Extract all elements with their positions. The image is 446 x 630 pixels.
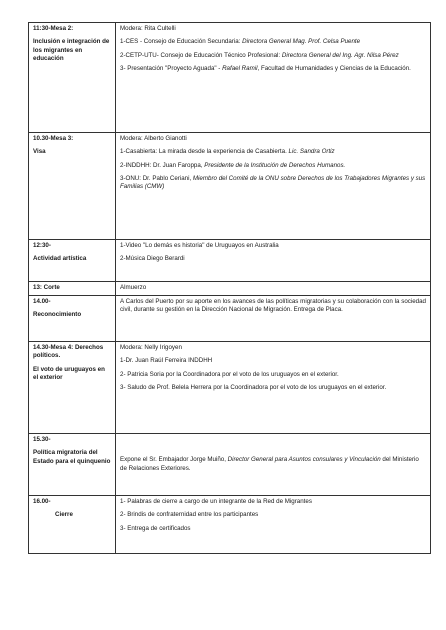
speaker-line bbox=[120, 175, 426, 192]
session-cell bbox=[29, 342, 116, 434]
line-emphasis: Rafael Ramil bbox=[222, 65, 258, 73]
session-details bbox=[116, 240, 431, 282]
schedule-row bbox=[29, 342, 431, 434]
line-text: 3- Presentación "Proyecto Aguada" - bbox=[120, 65, 223, 73]
line-emphasis: Directora General del Ing. Agr. Nilsa Pérez bbox=[281, 51, 399, 59]
moderator-line bbox=[120, 25, 426, 33]
schedule-row bbox=[29, 23, 431, 133]
schedule-row bbox=[29, 282, 431, 296]
session-details bbox=[116, 296, 431, 342]
schedule-row bbox=[29, 133, 431, 240]
session-time: 13: Corte bbox=[33, 284, 60, 291]
session-details bbox=[116, 282, 431, 296]
session-title: Actividad artística bbox=[33, 255, 87, 263]
program-line bbox=[120, 511, 426, 519]
schedule-row bbox=[29, 240, 431, 282]
speaker-line bbox=[120, 148, 426, 156]
speaker-line bbox=[120, 38, 426, 46]
line-text: 2-INDDHH: Dr. Juan Faroppa, bbox=[120, 161, 205, 169]
session-details bbox=[116, 496, 431, 554]
moderator-line bbox=[120, 135, 426, 143]
schedule-row bbox=[29, 296, 431, 342]
session-cell bbox=[29, 240, 116, 282]
line-emphasis: Miembro del Comité de la ONU sobre Derechos de los Trabajadores Migrantes y sus Familias (CMW) bbox=[120, 175, 426, 191]
line-text: Modera: Rita Cultelli bbox=[120, 25, 176, 32]
schedule-table bbox=[28, 22, 431, 554]
session-time: 10.30-Mesa 3: bbox=[33, 135, 74, 142]
line-text: 2-CETP-UTU- Consejo de Educación Técnico Profesional: bbox=[120, 51, 282, 59]
line-tail: , Facultad de Humanidades y Ciencias de la Educación. bbox=[257, 65, 411, 73]
schedule-row bbox=[29, 496, 431, 554]
line-text: 3-ONU: Dr. Pablo Ceriani, bbox=[120, 175, 193, 183]
program-line bbox=[120, 242, 426, 250]
session-time: 16.00- bbox=[33, 498, 51, 505]
line-text: Almuerzo bbox=[120, 284, 147, 291]
speaker-line bbox=[120, 456, 426, 473]
line-emphasis: Lic. Sandra Ortiz bbox=[288, 148, 335, 156]
session-cell bbox=[29, 23, 116, 133]
line-text: 1-CES - Consejo de Educación Secundaria: bbox=[120, 38, 243, 46]
speaker-line bbox=[120, 357, 426, 365]
line-text: A Carlos del Puerto por su aporte en los avances de las políticas migratorias y su colaboración con la sociedad civil, durante su gestión en la Dirección Nacional de Migración. Entrega de Placa. bbox=[120, 298, 426, 314]
speaker-line bbox=[120, 371, 426, 379]
line-text: Modera: Alberto Gianotti bbox=[120, 135, 187, 142]
line-text: 1-Casabierta: La mirada desde la experiencia de Casabierta. bbox=[120, 148, 289, 156]
program-line bbox=[120, 525, 426, 533]
line-text: 1-Dr. Juan Raúl Ferreira INDDHH bbox=[120, 357, 213, 365]
line-text: 2- Brindis de confraternidad entre los participantes bbox=[120, 511, 259, 519]
line-text: 3- Saludo de Prof. Belela Herrera por la Coordinadora por el voto de los uruguayos en el exterior. bbox=[120, 384, 387, 392]
line-text: 3- Entrega de certificados bbox=[120, 524, 191, 532]
schedule-row bbox=[29, 434, 431, 496]
moderator-line bbox=[120, 344, 426, 352]
program-line bbox=[120, 298, 426, 315]
session-title: Inclusión e integración de los migrantes en educación bbox=[33, 38, 110, 63]
session-time: 14.30-Mesa 4: Derechos políticos. bbox=[33, 344, 104, 360]
line-emphasis: Presidente de la Institución de Derechos Humanos. bbox=[204, 161, 346, 169]
line-text: 1- Palabras de cierre a cargo de un integrante de la Red de Migrantes bbox=[120, 498, 312, 505]
session-title: Visa bbox=[33, 148, 46, 156]
line-text: Modera: Nelly Irigoyen bbox=[120, 344, 182, 351]
session-cell bbox=[29, 496, 116, 554]
line-text: 2- Patricia Soria por la Coordinadora por el voto de los uruguayos en el exterior. bbox=[120, 370, 339, 378]
session-title: El voto de uruguayos en el exterior bbox=[33, 365, 105, 382]
session-details bbox=[116, 434, 431, 496]
program-line bbox=[120, 284, 426, 292]
line-text: 2-Música Diego Berardi bbox=[120, 255, 185, 263]
line-text: 1-Video "Lo demás es historia" de Uruguayos en Australia bbox=[120, 242, 279, 249]
line-tail: del Ministerio de Relaciones Exteriores. bbox=[120, 456, 419, 472]
speaker-line bbox=[120, 384, 426, 392]
session-title: Reconocimiento bbox=[33, 311, 82, 319]
session-details bbox=[116, 23, 431, 133]
speaker-line bbox=[120, 162, 426, 170]
session-time: 12:30- bbox=[33, 242, 51, 249]
session-details bbox=[116, 342, 431, 434]
speaker-line bbox=[120, 65, 426, 73]
session-cell bbox=[29, 296, 116, 342]
program-line bbox=[120, 498, 426, 506]
speaker-line bbox=[120, 52, 426, 60]
session-cell bbox=[29, 434, 116, 496]
line-emphasis: Directora General Mag. Prof. Celsa Puente bbox=[242, 38, 361, 46]
session-title: Política migratoria del Estado para el quinquenio bbox=[33, 449, 111, 465]
session-title: Cierre bbox=[55, 511, 73, 519]
session-time: 14.00- bbox=[33, 298, 51, 305]
session-cell bbox=[29, 282, 116, 296]
session-details bbox=[116, 133, 431, 240]
session-cell bbox=[29, 133, 116, 240]
session-time: 11:30-Mesa 2: bbox=[33, 25, 74, 32]
session-time: 15.30- bbox=[33, 436, 51, 443]
line-text: Expone el Sr. Embajador Jorge Muiño, bbox=[120, 456, 228, 464]
program-line bbox=[120, 255, 426, 263]
line-emphasis: Director General para Asuntos consulares y Vinculación bbox=[227, 456, 381, 464]
